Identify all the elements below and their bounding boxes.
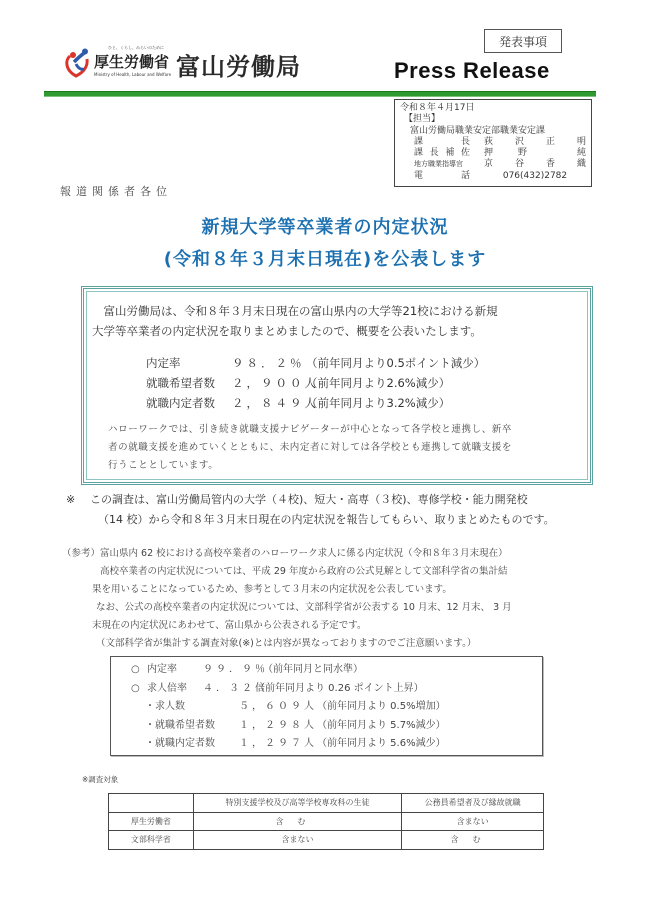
hs-note: （前年同月より 5.7%減少）: [317, 719, 446, 731]
recipients-line: 報道関係者各位: [60, 185, 172, 198]
contact-role-char: 電: [414, 170, 424, 181]
contact-name-char: 明: [576, 136, 586, 147]
contact-name: [478, 148, 586, 159]
hellowork-note-line: 者の就職支援を進めていくとともに、未内定者に対しては各学校とも連携して就職支援を: [108, 442, 513, 453]
survey-note-line: [66, 490, 606, 510]
contact-role: [400, 137, 478, 148]
contact-role-char: 長: [429, 148, 439, 159]
contact-name-char: 純: [576, 148, 586, 159]
table-cell: 含む: [402, 831, 544, 850]
stat-row: [146, 353, 485, 373]
stat-label: 就職内定者数: [146, 396, 215, 410]
summary-box: [81, 286, 593, 485]
table-cell: 含まない: [193, 831, 402, 850]
stat-note: （前年同月より3.2%減少）: [306, 396, 451, 410]
table-header-cell: [109, 794, 194, 813]
reference-paragraph-line: なお、公式の高校卒業者の内定状況については、文部科学省が公表する 10 月末、12 月末、 3 月: [96, 602, 512, 613]
stat-label: 就職希望者数: [146, 376, 215, 390]
stat-note: （前年同月より0.5ポイント減少）: [306, 356, 486, 370]
contact-name-char: 京: [484, 159, 494, 170]
reference-caution: （文部科学省が集計する調査対象(※)とは内容が異なっておりますのでご注意願います。）: [96, 638, 477, 649]
logo-tagline: ひと、くらし、みらいのために: [108, 45, 164, 50]
contact-role-char: 課: [414, 136, 424, 147]
table-header-cell: 公務員希望者及び縁故就職: [402, 794, 544, 813]
survey-note: [66, 490, 606, 530]
announcement-tag: 発表事項: [484, 29, 562, 53]
ministry-logo-mark-icon: [64, 48, 90, 78]
hs-label: 求人数: [155, 701, 185, 712]
summary-stats: [146, 353, 485, 413]
hs-value: １，２９７人: [239, 738, 317, 749]
table-cell: 含む: [193, 812, 402, 831]
contact-role-char: 長: [460, 136, 470, 147]
stat-value: ９８．２％: [232, 356, 305, 370]
contact-role: [400, 171, 478, 182]
contact-row: [400, 159, 586, 170]
summary-content: [90, 295, 584, 476]
table-cell: 厚生労働省: [109, 812, 194, 831]
contact-label: 【担当】: [404, 114, 441, 125]
contact-row: [400, 148, 586, 159]
hellowork-note-line: ハローワークでは、引き続き就職支援ナビゲーターが中心となって各学校と連携し、新卒: [108, 424, 513, 435]
hs-main-row: [131, 680, 542, 699]
contact-name-char: 正: [545, 136, 555, 147]
ministry-name-en: Ministry of Health, Labour and Welfare: [94, 72, 172, 77]
contact-role-char: 課: [414, 148, 424, 159]
hs-sub-row: [131, 698, 542, 717]
intro-line: 富山労働局は、令和８年３月末日現在の富山県内の大学等21校における新規: [103, 304, 498, 318]
release-date: 令和８年４月17日: [400, 103, 475, 113]
page-title: 新規大学等卒業者の内定状況: [201, 217, 449, 238]
contact-phone: [478, 171, 586, 182]
contact-row: [400, 137, 586, 148]
reference-section: [62, 545, 622, 653]
stat-row: [146, 393, 485, 413]
contact-role: [400, 159, 478, 170]
stat-value: ２，９００人: [232, 376, 319, 390]
ministry-name-block: [94, 44, 174, 84]
contact-name-char: 押: [484, 148, 494, 159]
page-subtitle: (令和８年３月末日現在)を公表します: [163, 249, 487, 270]
press-release-heading: Press Release: [394, 58, 550, 83]
dot-bullet-icon: ・: [145, 701, 155, 712]
reference-heading: （参考）富山県内 62 校における高校卒業者のハローワーク求人に係る内定状況（令和８年３月末現在）: [62, 548, 508, 559]
hs-main-row: [131, 661, 542, 680]
hs-note: （前年同月と同水準）: [263, 664, 363, 675]
hs-sub-row: [131, 717, 542, 736]
reference-paragraph-line: 高校卒業者の内定状況については、平成 29 年度から政府の公式見解として文部科学省の集計結: [100, 566, 508, 577]
stat-row: [146, 373, 485, 393]
ministry-name: 厚生労働省: [94, 53, 170, 71]
survey-note-text: この調査は、富山労働局管内の大学（４校)、短大・高専（３校)、専修学校・能力開発校: [90, 493, 528, 506]
high-school-stats-box: [110, 656, 543, 756]
scope-table: [108, 793, 544, 850]
contact-name-char: 荻: [484, 136, 494, 147]
hs-label: 就職内定者数: [155, 738, 215, 749]
hs-note: （前年同月より 5.6%減少）: [317, 738, 446, 749]
contact-name-char: 沢: [514, 136, 524, 147]
hs-value: ９９．９％: [203, 664, 268, 675]
table-header-cell: 特別支援学校及び高等学校専攻科の生徒: [193, 794, 402, 813]
contact-info-box: [394, 99, 592, 187]
hs-note: （前年同月より 0.5%増加）: [317, 701, 446, 712]
contact-role-char: 佐: [460, 148, 470, 159]
hs-value: ４．３２倍: [203, 682, 268, 694]
contact-name-char: 織: [576, 159, 586, 170]
contact-name-char: 野: [518, 148, 528, 159]
intro-line: 大学等卒業者の内定状況を取りまとめましたので、概要を公表いたします。: [92, 324, 482, 338]
table-cell: 文部科学省: [109, 831, 194, 850]
contact-name-char: 香: [545, 159, 555, 170]
dot-bullet-icon: ・: [145, 738, 155, 749]
asterisk-mark-icon: ※: [66, 493, 76, 506]
dot-bullet-icon: ・: [145, 719, 155, 731]
table-row: [109, 812, 544, 831]
contact-row: [400, 171, 586, 182]
circle-bullet-icon: ○: [131, 664, 140, 675]
stat-note: （前年同月より2.6%減少）: [306, 376, 451, 390]
hs-note: （前年同月より 0.26 ポイント上昇）: [255, 682, 424, 694]
contact-role: [400, 148, 478, 159]
survey-note-line: （14 校）から令和８年３月末日現在の内定状況を報告してもらい、取りまとめたものです。: [98, 513, 555, 526]
phone-number: 076(432)2782: [502, 170, 568, 181]
stat-label: 内定率: [146, 356, 181, 370]
contact-role-char: 話: [460, 170, 470, 181]
ministry-logo: [64, 44, 314, 84]
scope-table-caption: ※調査対象: [82, 775, 119, 784]
hs-label: 内定率: [147, 664, 177, 675]
circle-bullet-icon: ○: [131, 682, 140, 694]
contact-role-text: 地方職業指導官: [414, 160, 463, 169]
hs-value: １，２９８人: [239, 719, 317, 731]
hs-label: 求人倍率: [147, 682, 187, 694]
reference-paragraph-line: 末現在の内定状況にあわせて、富山県から公表される予定です。: [92, 620, 367, 631]
reference-paragraph-line: 果を用いることになっているため、参考として３月末の内定状況を公表しています。: [92, 584, 452, 595]
table-header-row: [109, 794, 544, 813]
hellowork-note-line: 行うこととしています。: [108, 460, 219, 471]
contact-name: [478, 159, 586, 170]
hs-label: 就職希望者数: [155, 719, 215, 731]
bureau-name: 富山労働局: [176, 53, 301, 81]
table-cell: 含まない: [402, 812, 544, 831]
table-row: [109, 831, 544, 850]
summary-intro: [92, 301, 582, 341]
contact-name-char: 谷: [514, 159, 524, 170]
hs-sub-row: [131, 735, 542, 754]
contact-role-char: 補: [445, 148, 455, 159]
header-divider: [44, 91, 596, 97]
hs-value: ５，６０９人: [239, 701, 317, 712]
hellowork-note: [108, 421, 580, 475]
contact-name: [478, 137, 586, 148]
stat-value: ２，８４９人: [232, 396, 319, 410]
contact-department: 富山労働局職業安定部職業安定課: [410, 125, 546, 136]
